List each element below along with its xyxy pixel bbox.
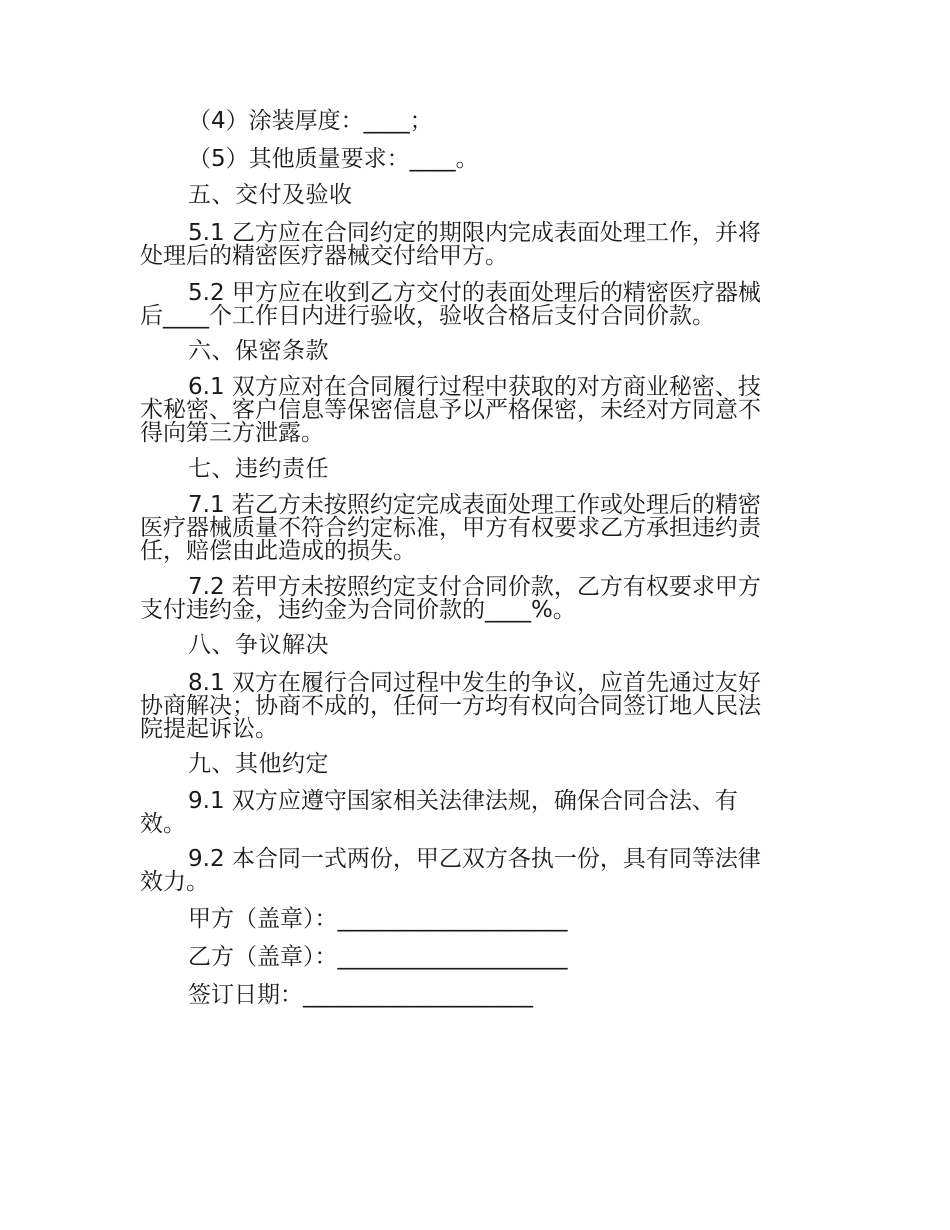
section-5-heading: 五、交付及验收 bbox=[188, 182, 353, 208]
clause-6-1-line-2: 术秘密、客户信息等保密信息予以严格保密，未经对方同意不 bbox=[140, 397, 761, 423]
clause-8-1-line-2: 协商解决；协商不成的，任何一方均有权向合同签订地人民法 bbox=[140, 693, 761, 719]
clause-5-1-line-1: 5.1 乙方应在合同约定的期限内完成表面处理工作，并将 bbox=[188, 220, 761, 246]
clause-8-1-line-3: 院提起诉讼。 bbox=[140, 716, 278, 742]
clause-8-1-line-1: 8.1 双方在履行合同过程中发生的争议，应首先通过友好 bbox=[188, 670, 761, 696]
clause-5-1-line-2: 处理后的精密医疗器械交付给甲方。 bbox=[140, 243, 508, 269]
section-9-heading: 九、其他约定 bbox=[188, 751, 329, 777]
section-6-heading: 六、保密条款 bbox=[188, 338, 329, 364]
clause-7-1-line-1: 7.1 若乙方未按照约定完成表面处理工作或处理后的精密 bbox=[188, 492, 761, 518]
clause-7-1-line-3: 任，赔偿由此造成的损失。 bbox=[140, 538, 416, 564]
clause-6-1-line-1: 6.1 双方应对在合同履行过程中获取的对方商业秘密、技 bbox=[188, 374, 761, 400]
clause-9-1-line-1: 9.1 双方应遵守国家相关法律法规，确保合同合法、有 bbox=[188, 788, 738, 814]
clause-9-2-line-1: 9.2 本合同一式两份，甲乙双方各执一份，具有同等法律 bbox=[188, 846, 761, 872]
section-8-heading: 八、争议解决 bbox=[188, 632, 329, 658]
party-a-seal-line: 甲方（盖章）：____________________ bbox=[188, 906, 568, 932]
section-7-heading: 七、违约责任 bbox=[188, 456, 329, 482]
clause-5-2-line-1: 5.2 甲方应在收到乙方交付的表面处理后的精密医疗器械 bbox=[188, 280, 761, 306]
clause-9-2-line-2: 效力。 bbox=[140, 869, 209, 895]
party-b-seal-line: 乙方（盖章）：____________________ bbox=[188, 944, 568, 970]
clause-4-5: （5）其他质量要求：____。 bbox=[188, 146, 479, 172]
clause-7-2-line-2: 支付违约金，违约金为合同价款的____%。 bbox=[140, 597, 576, 623]
clause-4-4: （4）涂装厚度：____； bbox=[188, 108, 433, 134]
signing-date-line: 签订日期：____________________ bbox=[188, 982, 533, 1008]
clause-6-1-line-3: 得向第三方泄露。 bbox=[140, 420, 324, 446]
clause-5-2-line-2: 后____个工作日内进行验收，验收合格后支付合同价款。 bbox=[140, 303, 715, 329]
clause-7-2-line-1: 7.2 若甲方未按照约定支付合同价款，乙方有权要求甲方 bbox=[188, 574, 761, 600]
clause-7-1-line-2: 医疗器械质量不符合约定标准，甲方有权要求乙方承担违约责 bbox=[140, 515, 761, 541]
clause-9-1-line-2: 效。 bbox=[140, 811, 186, 837]
